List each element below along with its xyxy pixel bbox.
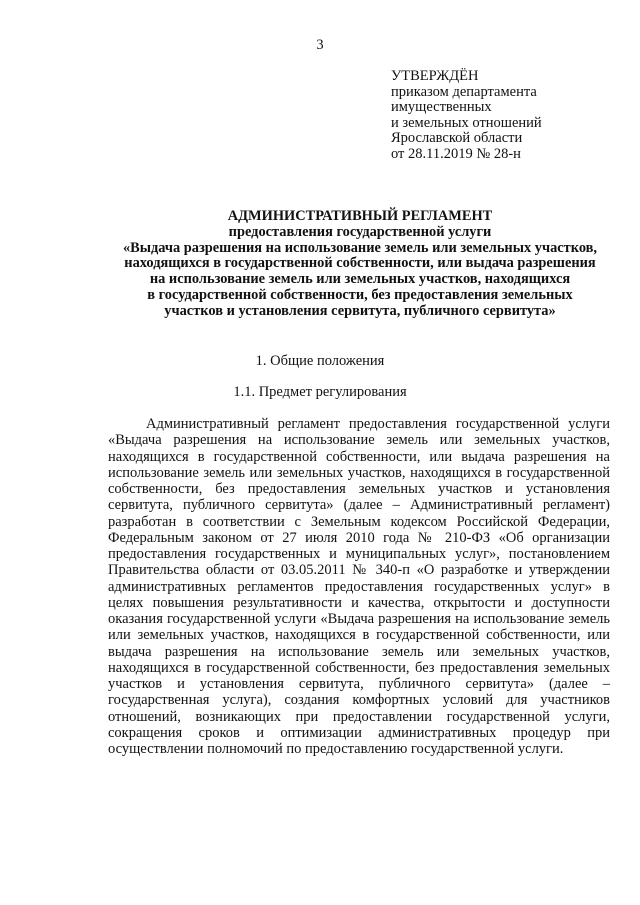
title-line: участков и установления сервитута, публичного сервитута» xyxy=(164,302,556,319)
document-title xyxy=(80,209,640,320)
approval-block xyxy=(391,69,631,163)
title-line: «Выдача разрешения на использование земель или земельных участков, xyxy=(122,239,598,256)
body-paragraph: Административный регламент предоставления государственной услуги «Выдача разрешения на использование земель или земельных участков, находящихся в государственной собственности, или выдача разрешения на использование земель или земельных участков, находящихся в государственной собственности, без предоставления земельных участков и установления сервитута, публичного сервитута» (далее – Административный регламент) разработан в соответствии с Земельным кодексом Российской Федерации, Федеральным законом от 27 июля 2010 года № 210-ФЗ «Об организации предоставления государственных и муниципальных услуг», постановлением Правительства области от 03.05.2011 № 340-п «О разработке и утверждении административных регламентов предоставления государственных услуг» в целях повышения результативности и качества, открытости и доступности оказания государственной услуги «Выдача разрешения на использование земель или земельных участков, находящихся в государственной собственности, или выдача разрешения на использование земель или земельных участков, находящихся в государственной собственности, без предоставления земельных участков и установления сервитута, публичного сервитута» (далее – государственная услуга), создания комфортных условий для участников отношений, возникающих при предоставлении государственной услуги, сокращения сроков и оптимизации административных процедур при осуществлении полномочий по предоставлению государственной услуги. xyxy=(108,416,610,757)
approval-line: и земельных отношений xyxy=(391,114,542,131)
subsection-heading: 1.1. Предмет регулирования xyxy=(233,384,407,400)
section-heading: 1. Общие положения xyxy=(255,353,385,369)
title-line: находящихся в государственной собственности, или выдача разрешения xyxy=(124,255,596,272)
title-line: в государственной собственности, без предоставления земельных xyxy=(147,286,573,303)
title-line: на использование земель или земельных участков, находящихся xyxy=(149,271,571,288)
approval-line: имущественных xyxy=(391,99,492,116)
approval-line: от 28.11.2019 № 28-н xyxy=(391,145,521,162)
approval-line: Ярославской области xyxy=(391,130,523,147)
title-line: предоставления государственной услуги xyxy=(228,223,492,240)
approval-line: УТВЕРЖДЁН xyxy=(391,68,479,84)
page-number: 3 xyxy=(316,37,324,53)
approval-line: приказом департамента xyxy=(391,83,537,100)
title-line: АДМИНИСТРАТИВНЫЙ РЕГЛАМЕНТ xyxy=(227,208,493,224)
